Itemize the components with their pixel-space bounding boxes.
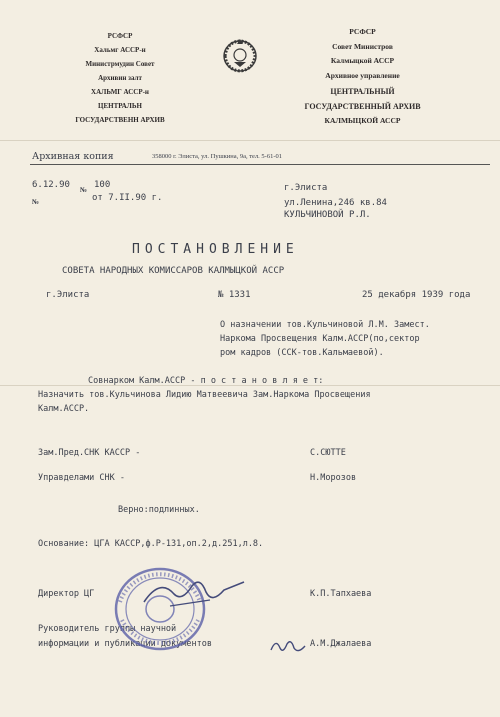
head-role-line1: Руководитель группы научной: [38, 624, 177, 634]
doc-issuer: СОВЕТА НАРОДНЫХ КОМИССАРОВ КАЛМЫЦКОЙ АССР: [62, 266, 285, 276]
decree-text-line: Калм.АССР.: [38, 404, 90, 414]
reg-date: 6.12.90: [32, 180, 70, 190]
header-left-line: ГОСУДАРСТВЕНН АРХИВ: [75, 116, 165, 125]
header-right-line: Совет Министров: [332, 41, 393, 51]
ref-number-sign: №: [32, 198, 40, 206]
signature-role: Зам.Пред.СНК КАССР -: [38, 448, 141, 458]
header-left-line: Хальмг АССР-н: [94, 46, 146, 55]
recipient-name: КУЛЬЧИНОВОЙ Р.Л.: [284, 210, 371, 220]
doc-number: № 1331: [218, 290, 251, 300]
header-left-line: Министрмудин Совет: [85, 60, 155, 69]
header-left-line: ЦЕНТРАЛЬН: [98, 102, 142, 111]
director-name: К.П.Тапхаева: [310, 589, 372, 599]
doc-place: г.Элиста: [46, 290, 90, 300]
copy-label: Архивная копия: [32, 151, 114, 162]
head-name: А.М.Джалаева: [310, 639, 372, 649]
header-divider: [30, 164, 490, 165]
state-emblem-icon: [219, 36, 261, 76]
header-right-line: РСФСР: [349, 27, 376, 36]
signature-role: Управделами СНК -: [38, 473, 125, 483]
signature-name: С.СЮТТЕ: [310, 448, 346, 458]
head-signature: [268, 634, 308, 658]
header-right-line: Архивное управление: [325, 70, 400, 80]
header-right-line: ЦЕНТРАЛЬНЫЙ: [330, 86, 395, 96]
reg-number-sign: №: [80, 186, 88, 194]
decree-intro: Совнарком Калм.АССР - п о с т а н о в л я е т:: [88, 376, 324, 386]
recipient-address: ул.Ленина,246 кв.84: [284, 198, 387, 208]
doc-title: ПОСТАНОВЛЕНИЕ: [132, 242, 299, 257]
header-left-line: ХАЛЬМГ АССР-н: [91, 88, 149, 97]
paper-fold: [0, 140, 500, 141]
header-right-line: Калмыцкой АССР: [330, 56, 395, 66]
recipient-city: г.Элиста: [284, 183, 328, 193]
reg-number: 100: [94, 180, 111, 190]
header-right-line: ГОСУДАРСТВЕННЫЙ АРХИВ: [304, 101, 421, 111]
header-left-line: Архивин залт: [98, 74, 142, 83]
header-left: [60, 32, 180, 130]
doc-date: 25 декабря 1939 года: [362, 290, 471, 300]
archive-address: 358000 г. Элиста, ул. Пушкина, 9а, тел. 5-61-01: [152, 153, 283, 160]
director-signature: [140, 572, 250, 612]
verified-note: Верно:подлинных.: [118, 505, 200, 515]
head-role-line2: информации и публикации документов: [38, 639, 212, 649]
director-role: Директор ЦГ: [38, 589, 95, 599]
subject-line: О назначении тов.Кульчиновой Л.М. Замест.: [220, 320, 430, 330]
header-left-line: РСФСР: [107, 32, 133, 40]
subject-line: ром кадров (ССК-тов.Кальмаевой).: [220, 348, 384, 358]
basis-note: Основание: ЦГА КАССР,ф.Р-131,оп.2,д.251,л.8.: [38, 539, 264, 549]
header-right-line: КАЛМЫЦКОЙ АССР: [324, 115, 401, 125]
reg-reference: от 7.II.90 г.: [92, 193, 163, 203]
signature-name: Н.Морозов: [310, 473, 357, 483]
header-right: [275, 28, 450, 132]
decree-text-line: Назначить тов.Кульчинова Лидию Матвеевича Зам.Наркома Просвещения: [38, 390, 371, 400]
subject-line: Наркома Просвещения Калм.АССР(по,сектор: [220, 334, 420, 344]
